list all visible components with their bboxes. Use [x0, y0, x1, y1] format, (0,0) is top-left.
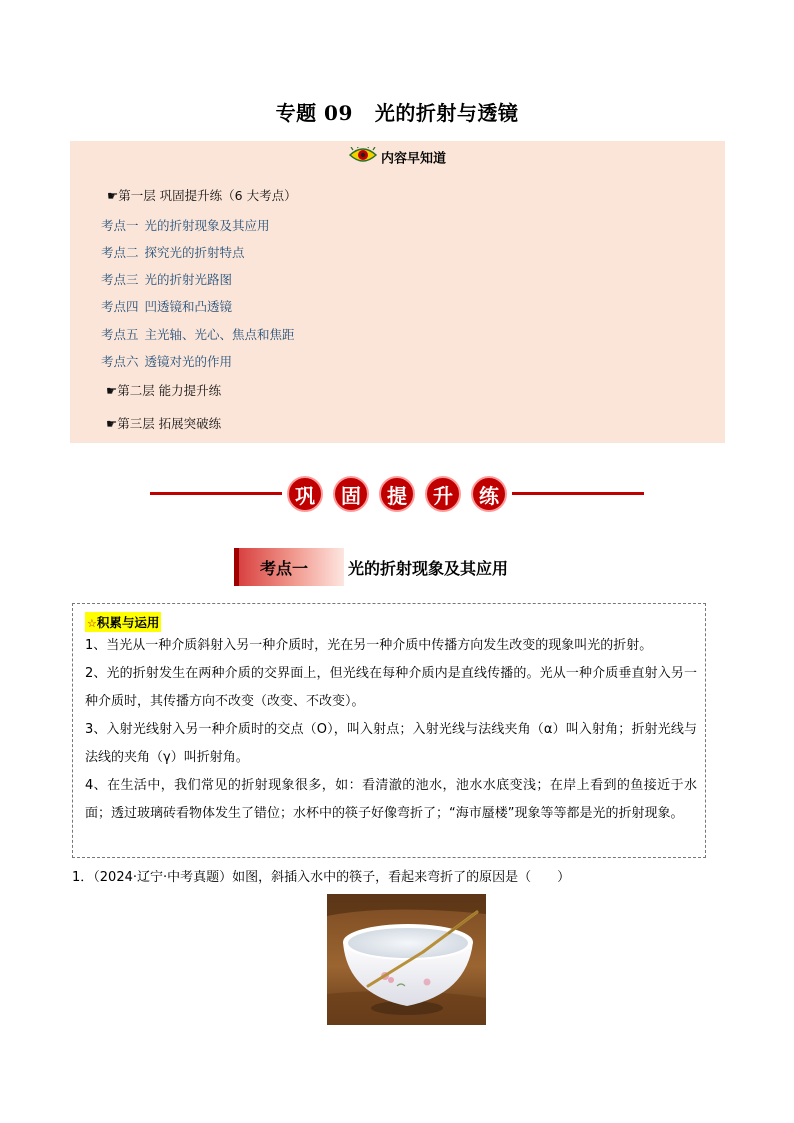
knowledge-paragraph: 2、光的折射发生在两种介质的交界面上，但光线在每种介质内是直线传播的。光从一种介质垂直射入另一种介质时，其传播方向不改变（改变、不改变）。 — [85, 666, 697, 709]
banner-char: 提 — [379, 476, 415, 512]
toc-panel — [70, 141, 725, 443]
title-prefix: 专题 09 — [275, 101, 353, 125]
topic-key: 考点三 — [101, 272, 139, 287]
toc-layer-2[interactable]: ☛第二层 能力提升练 — [106, 383, 222, 398]
topic-key: 考点四 — [101, 299, 139, 314]
toc-topic-1[interactable] — [101, 216, 270, 234]
topic-label: 光的折射现象及其应用 — [144, 218, 270, 233]
banner-line-left — [150, 492, 282, 495]
toc-header — [70, 147, 725, 167]
section-tag: 考点一 — [234, 548, 344, 586]
toc-topic-4[interactable] — [101, 297, 232, 315]
topic-label: 透镜对光的作用 — [144, 354, 233, 369]
chopstick-bowl-image — [327, 894, 486, 1025]
toc-layer-1[interactable]: ☛第一层 巩固提升练（6 大考点） — [107, 188, 297, 203]
topic-label: 光的折射光路图 — [144, 272, 233, 287]
banner-line-right — [512, 492, 644, 495]
knowledge-badge-label: 积累与运用 — [96, 615, 160, 630]
star-icon: ☆ — [87, 617, 97, 630]
topic-key: 考点一 — [101, 218, 139, 233]
eye-icon — [349, 147, 377, 167]
banner-char: 固 — [333, 476, 369, 512]
banner-char: 练 — [471, 476, 507, 512]
question-1: 1．（2024·辽宁·中考真题）如图，斜插入水中的筷子，看起来弯折了的原因是（ ） — [72, 870, 571, 885]
knowledge-box — [72, 603, 706, 858]
knowledge-paragraph: 1、当光从一种介质斜射入另一种介质时，光在另一种介质中传播方向发生改变的现象叫光的折射。 — [85, 638, 653, 653]
section-banner — [150, 476, 644, 512]
topic-key: 考点五 — [101, 327, 139, 342]
knowledge-badge — [85, 612, 161, 632]
section-tag-bar — [234, 548, 239, 586]
topic-key: 考点二 — [101, 245, 139, 260]
section-title: 光的折射现象及其应用 — [348, 559, 509, 578]
toc-header-label: 内容早知道 — [380, 151, 446, 167]
toc-topic-5[interactable] — [101, 325, 295, 343]
topic-key: 考点六 — [101, 354, 139, 369]
toc-topic-3[interactable] — [101, 270, 232, 288]
toc-layer-3[interactable]: ☛第三层 拓展突破练 — [106, 416, 222, 431]
banner-char: 升 — [425, 476, 461, 512]
knowledge-paragraph: 3、入射光线射入另一种介质时的交点（O），叫入射点；入射光线与法线夹角（α）叫入射角；折射光线与法线的夹角（γ）叫折射角。 — [85, 722, 697, 765]
topic-label: 探究光的折射特点 — [144, 245, 245, 260]
topic-label: 主光轴、光心、焦点和焦距 — [144, 327, 295, 342]
topic-label: 凹透镜和凸透镜 — [144, 299, 233, 314]
banner-char: 巩 — [287, 476, 323, 512]
toc-topic-6[interactable] — [101, 352, 232, 370]
title-main: 光的折射与透镜 — [374, 101, 519, 125]
page-title — [0, 97, 794, 126]
knowledge-paragraph: 4、在生活中，我们常见的折射现象很多，如：看清澈的池水，池水水底变浅；在岸上看到的鱼接近于水面；透过玻璃砖看物体发生了错位；水杯中的筷子好像弯折了；“海市蜃楼”现象等等都是光的折射现象。 — [85, 778, 697, 821]
toc-topic-2[interactable] — [101, 243, 245, 261]
